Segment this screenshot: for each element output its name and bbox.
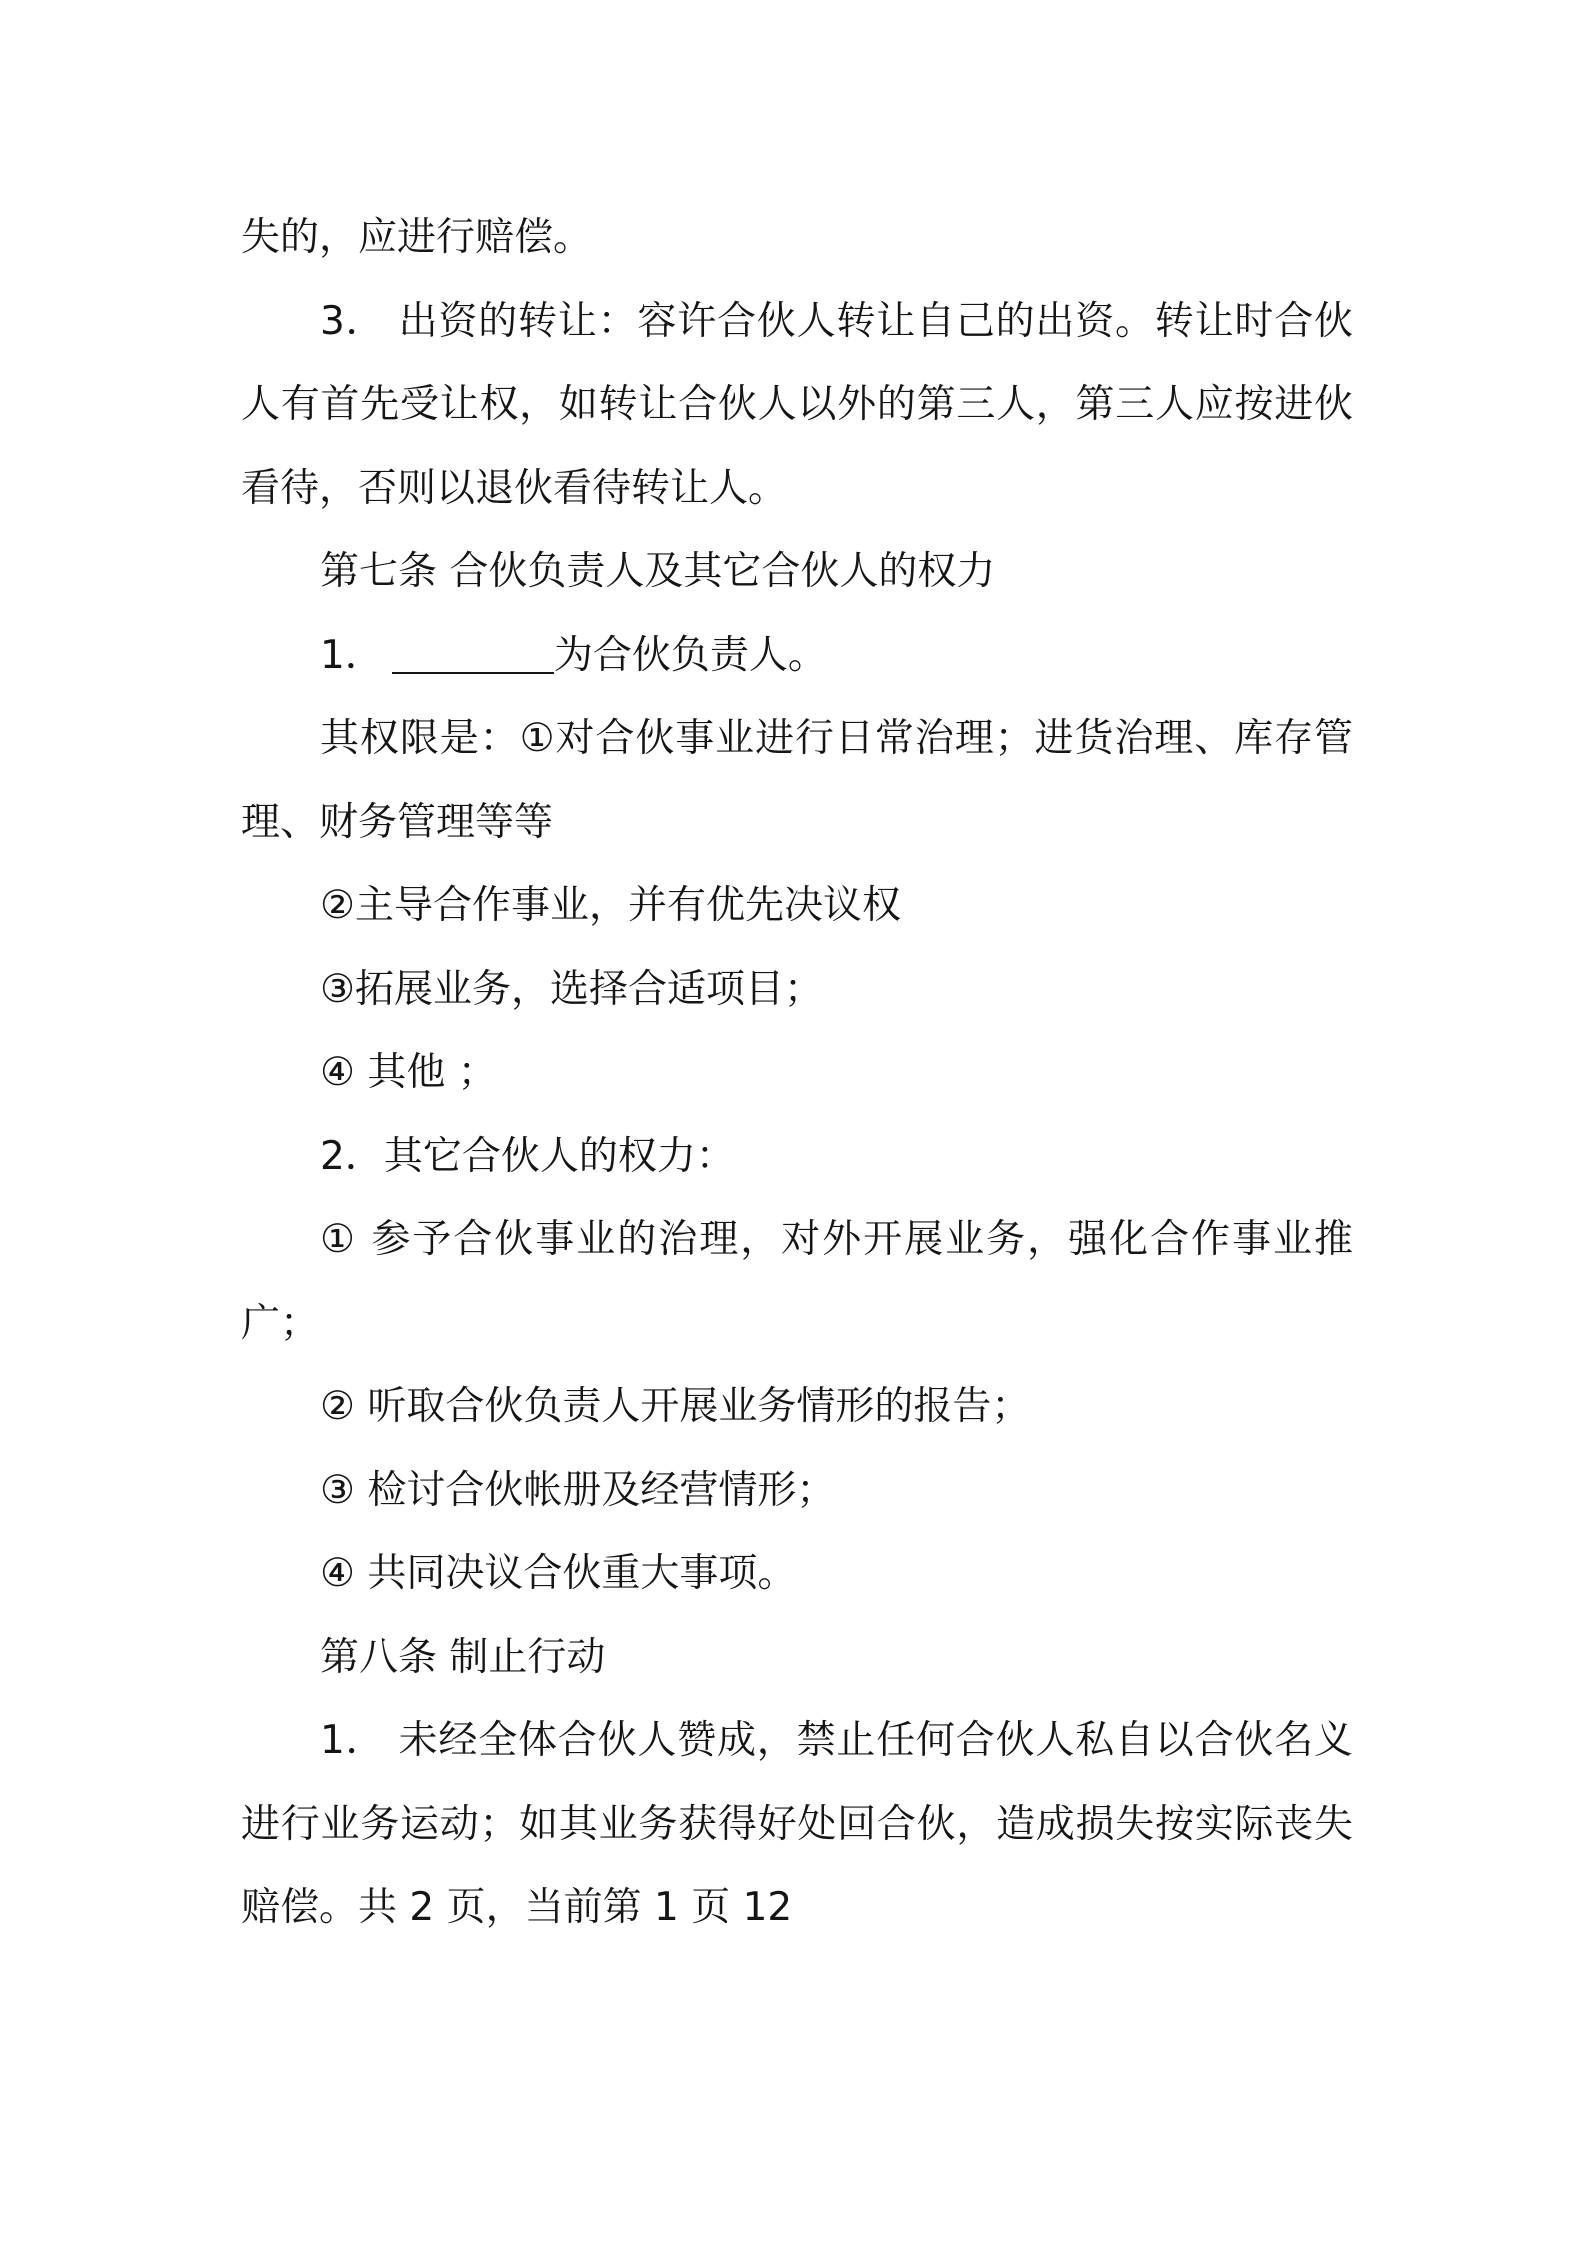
list-item: ② 听取合伙负责人开展业务情形的报告； [320,1384,1031,1429]
paragraph-line: 看待，否则以退伙看待转让人。 [241,465,788,511]
paragraph-line: 进行业务运动；如其业务获得好处回合伙，造成损失按实际丧失 [241,1801,1353,1847]
list-item: ④ 其他 ； [320,1050,497,1095]
list-heading: 2．其它合伙人的权力： [320,1133,735,1179]
paragraph-line: 3． 出资的转让：容许合伙人转让自己的出资。转让时合伙 [320,298,1353,344]
item-text: 为合伙负责人。 [553,632,827,678]
blank-underline [392,632,554,674]
item-number: 1． [320,632,384,678]
fill-in-line [241,614,1353,698]
paragraph-line: 人有首先受让权，如转让合伙人以外的第三人，第三人应按进伙 [241,382,1353,427]
list-item: ④ 共同决议合伙重大事项。 [320,1551,797,1596]
paragraph-line: 理、财务管理等等 [241,799,554,845]
document-page [241,196,1353,1950]
paragraph-line: 其权限是：①对合伙事业进行日常治理；进货治理、库存管 [320,716,1353,761]
paragraph-line: 广； [241,1300,320,1346]
paragraph-line: 失的，应进行赔偿。 [241,215,593,260]
list-item: ① 参予合伙事业的治理，对外开展业务，强化合作事业推 [320,1217,1353,1262]
list-item: ③ 检讨合伙帐册及经营情形； [320,1467,836,1513]
paragraph-line: 1． 未经全体合伙人赞成，禁止任何合伙人私自以合伙名义 [320,1718,1353,1763]
list-item: ③拓展业务，选择合适项目； [320,966,823,1012]
article-heading: 第八条 制止行动 [320,1634,606,1680]
list-item: ②主导合作事业，并有优先决议权 [320,883,901,928]
paragraph-line: 赔偿。共 2 页，当前第 1 页 12 [241,1885,793,1930]
article-heading: 第七条 合伙负责人及其它合伙人的权力 [320,549,996,594]
